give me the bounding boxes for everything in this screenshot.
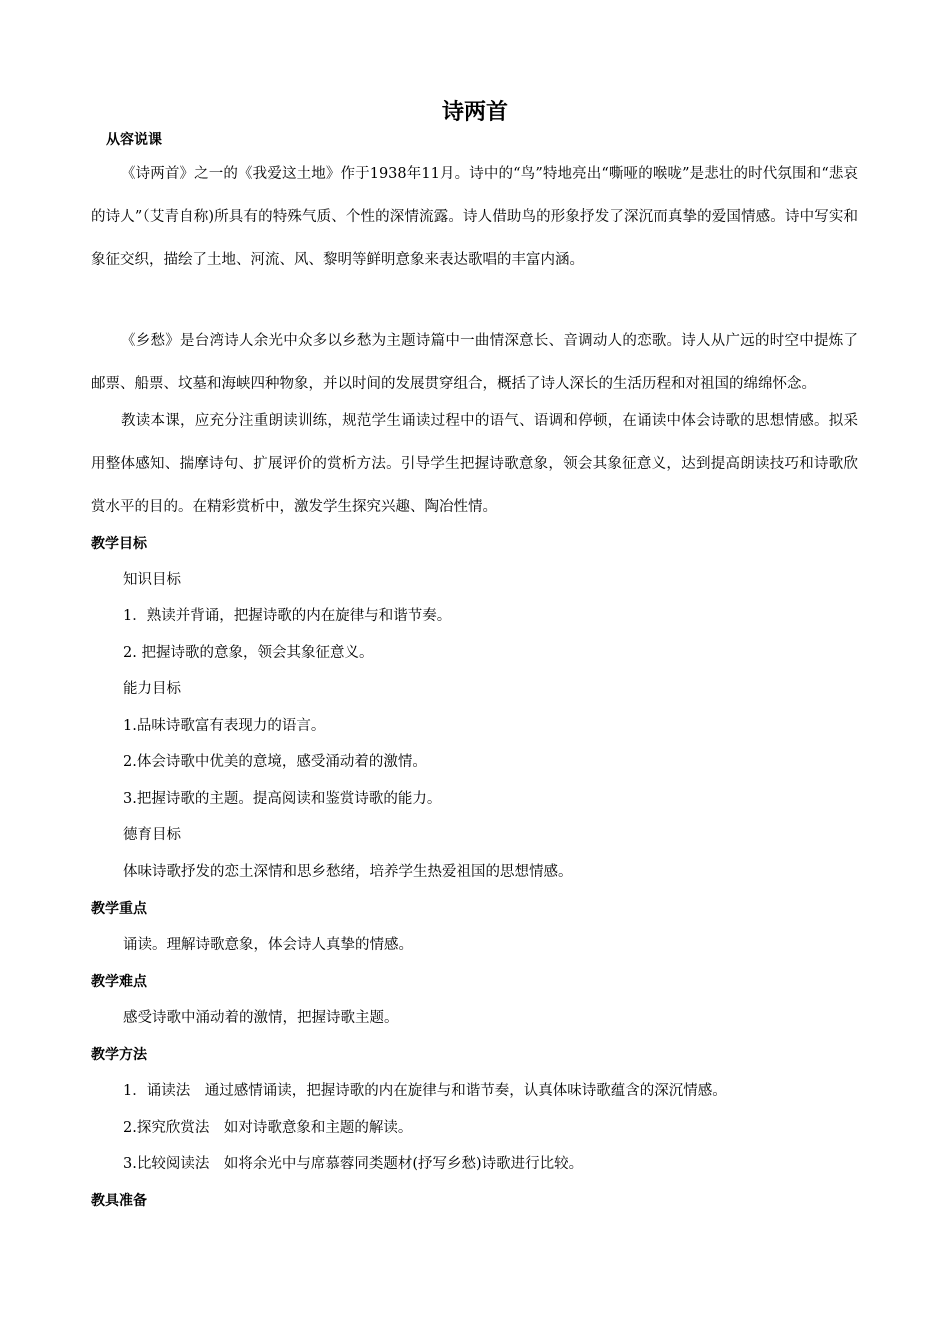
moral-goals-label: 德育目标 [123,827,181,843]
knowledge-goals-label: 知识目标 [123,572,181,588]
section-heading-methods: 教学方法 [91,1047,147,1063]
method-item: 1．诵读法 通过感情诵读，把握诗歌的内在旋律与和谐节奏，认真体味诗歌蕴含的深沉情感。 [123,1083,727,1099]
method-item: 3.比较阅读法 如将余光中与席慕蓉同类题材(抒写乡愁)诗歌进行比较。 [123,1156,584,1172]
page-title: 诗两首 [441,100,508,125]
difficulties-text: 感受诗歌中涌动着的激情，把握诗歌主题。 [123,1010,399,1026]
section-heading-difficulties: 教学难点 [91,974,147,990]
intro-paragraph-3: 教读本课，应充分注重朗读训练，规范学生诵读过程中的语气、语调和停顿，在诵读中体会诗歌的思想情感。拟采用整体感知、揣摩诗句、扩展评价的赏析方法。引导学生把握诗歌意象，领会其象征意义，达到提高朗读技巧和诗歌欣赏水平的目的。在精彩赏析中，激发学生探究兴趣、陶冶性情。 [91,413,858,515]
method-item: 2.探究欣赏法 如对诗歌意象和主题的解读。 [123,1120,413,1136]
intro-paragraph-2: 《乡愁》是台湾诗人余光中众多以乡愁为主题诗篇中一曲情深意长、音调动人的恋歌。诗人从广远的时空中提炼了邮票、船票、坟墓和海峡四种物象，并以时间的发展贯穿组合，概括了诗人深长的生活历程和对祖国的绵绵怀念。 [91,333,858,392]
ability-goal-item: 3.把握诗歌的主题。提高阅读和鉴赏诗歌的能力。 [123,791,442,807]
section-heading-goals: 教学目标 [91,536,147,552]
ability-goal-item: 1.品味诗歌富有表现力的语言。 [123,718,326,734]
section-heading-teaching-aids: 教具准备 [91,1193,147,1209]
section-heading-intro: 从容说课 [106,132,162,148]
key-points-text: 诵读。理解诗歌意象，体会诗人真挚的情感。 [123,937,413,953]
ability-goal-item: 2.体会诗歌中优美的意境，感受涌动着的激情。 [123,754,427,770]
knowledge-goal-item: 2. 把握诗歌的意象，领会其象征意义。 [123,645,374,661]
section-heading-key-points: 教学重点 [91,901,147,917]
moral-goal-text: 体味诗歌抒发的恋土深情和思乡愁绪，培养学生热爱祖国的思想情感。 [123,864,573,880]
knowledge-goal-item: 1．熟读并背诵，把握诗歌的内在旋律与和谐节奏。 [123,608,452,624]
ability-goals-label: 能力目标 [123,681,181,697]
intro-paragraph-1: 《诗两首》之一的《我爱这土地》作于1938年11月。诗中的“鸟”特地亮出“嘶哑的喉咙”是悲壮的时代氛围和“悲哀的诗人”（艾青自称)所具有的特殊气质、个性的深情流露。诗人借助鸟的形象抒发了深沉而真挚的爱国情感。诗中写实和象征交织，描绘了土地、河流、风、黎明等鲜明意象来表达歌唱的丰富内涵。 [91,166,858,268]
